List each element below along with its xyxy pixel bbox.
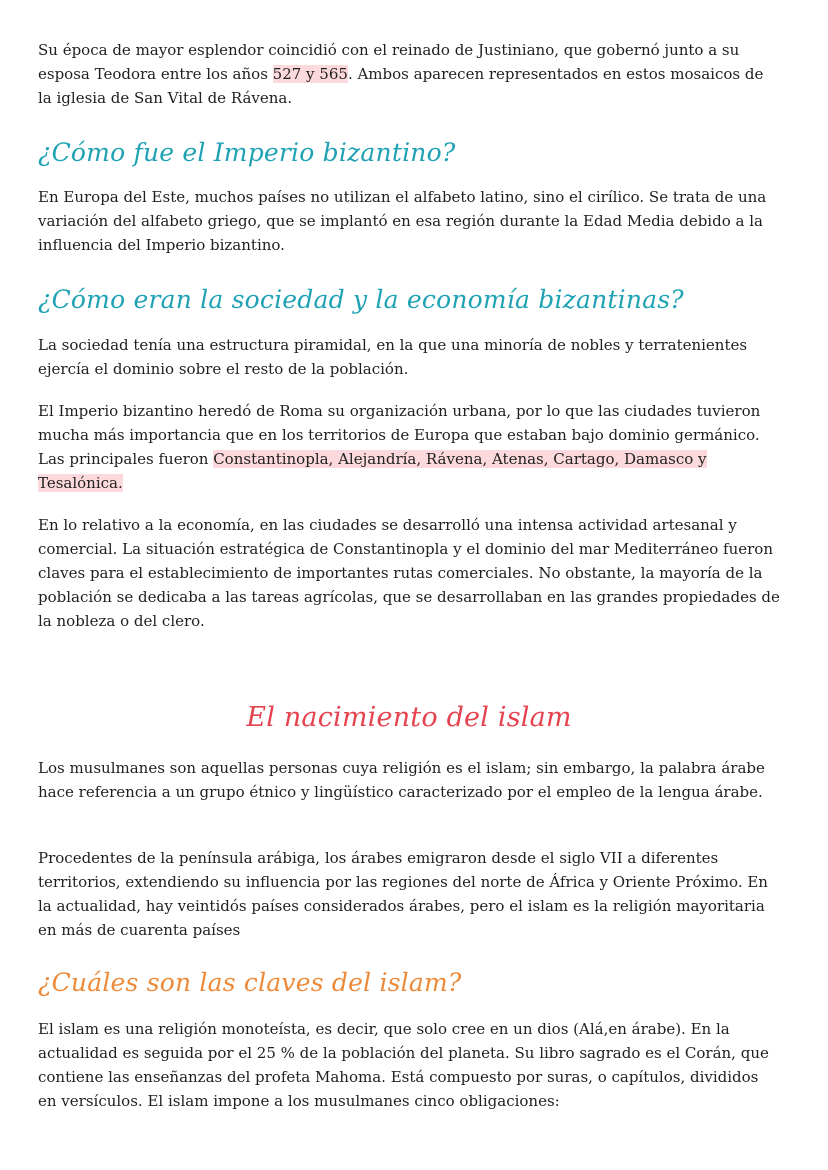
paragraph-arabes: Procedentes de la península arábiga, los árabes emigraron desde el siglo VII a diferentes territorios, extendiendo su influencia por las regiones del norte de África y Oriente Próximo. En la actualidad, hay veintidós países considerados árabes, pero el islam es la religión mayoritaria en más de cuarenta países [38, 849, 768, 939]
heading-nacimiento-islam: El nacimiento del islam [246, 702, 572, 733]
heading-sociedad-economia: ¿Cómo eran la sociedad y la economía bizantinas? [38, 285, 684, 314]
highlight-years: 527 y 565 [272, 65, 348, 83]
heading-claves-islam: ¿Cuáles son las claves del islam? [38, 968, 462, 997]
paragraph-justiniano [38, 38, 780, 110]
paragraph-justiniano-text: Su época de mayor esplendor coincidió con el reinado de Justiniano, que gobernó junto a su esposa Teodora entre los años [38, 41, 740, 83]
paragraph-claves: El islam es una religión monoteísta, es decir, que solo cree en un dios (Alá,en árabe). En la actualidad es seguida por el 25 % de la población del planeta. Su libro sagrado es el Corán, que contiene las enseñanzas del profeta Mahoma. Está compuesto por suras, o capítulos, divididos en versículos. El islam impone a los musulmanes cinco obligaciones: [38, 1020, 769, 1110]
paragraph-musulmanes: Los musulmanes son aquellas personas cuya religión es el islam; sin embargo, la palabra árabe hace referencia a un grupo étnico y lingüístico caracterizado por el empleo de la lengua árabe. [38, 759, 765, 801]
heading-imperio-bizantino: ¿Cómo fue el Imperio bizantino? [38, 138, 456, 167]
paragraph-sociedad: La sociedad tenía una estructura piramidal, en la que una minoría de nobles y terratenientes ejercía el dominio sobre el resto de la población. [38, 336, 748, 378]
paragraph-ciudades [38, 399, 780, 495]
paragraph-justiniano-end: . Ambos aparecen representados en estos mosaicos de la iglesia de San Vital de Rávena. [38, 65, 764, 107]
paragraph-economia: En lo relativo a la economía, en las ciudades se desarrolló una intensa actividad artesanal y comercial. La situación estratégica de Constantinopla y el dominio del mar Mediterráneo fueron claves para el establecimiento de importantes rutas comerciales. No obstante, la mayoría de la población se dedicaba a las tareas agrícolas, que se desarrollaban en las grandes propiedades de la nobleza o del clero. [38, 516, 780, 630]
paragraph-ciudades-text: El Imperio bizantino heredó de Roma su organización urbana, por lo que las ciudades tuvieron mucha más importancia que en los territorios de Europa que estaban bajo dominio germánico. Las principales fueron [38, 402, 761, 468]
paragraph-imperio: En Europa del Este, muchos países no utilizan el alfabeto latino, sino el cirílico. Se trata de una variación del alfabeto griego, que se implantó en esa región durante la Edad Media debido a la influencia del Imperio bizantino. [38, 188, 767, 254]
highlight-cities: Constantinopla, Alejandría, Rávena, Atenas, Cartago, Damasco y Tesalónica. [38, 450, 707, 492]
